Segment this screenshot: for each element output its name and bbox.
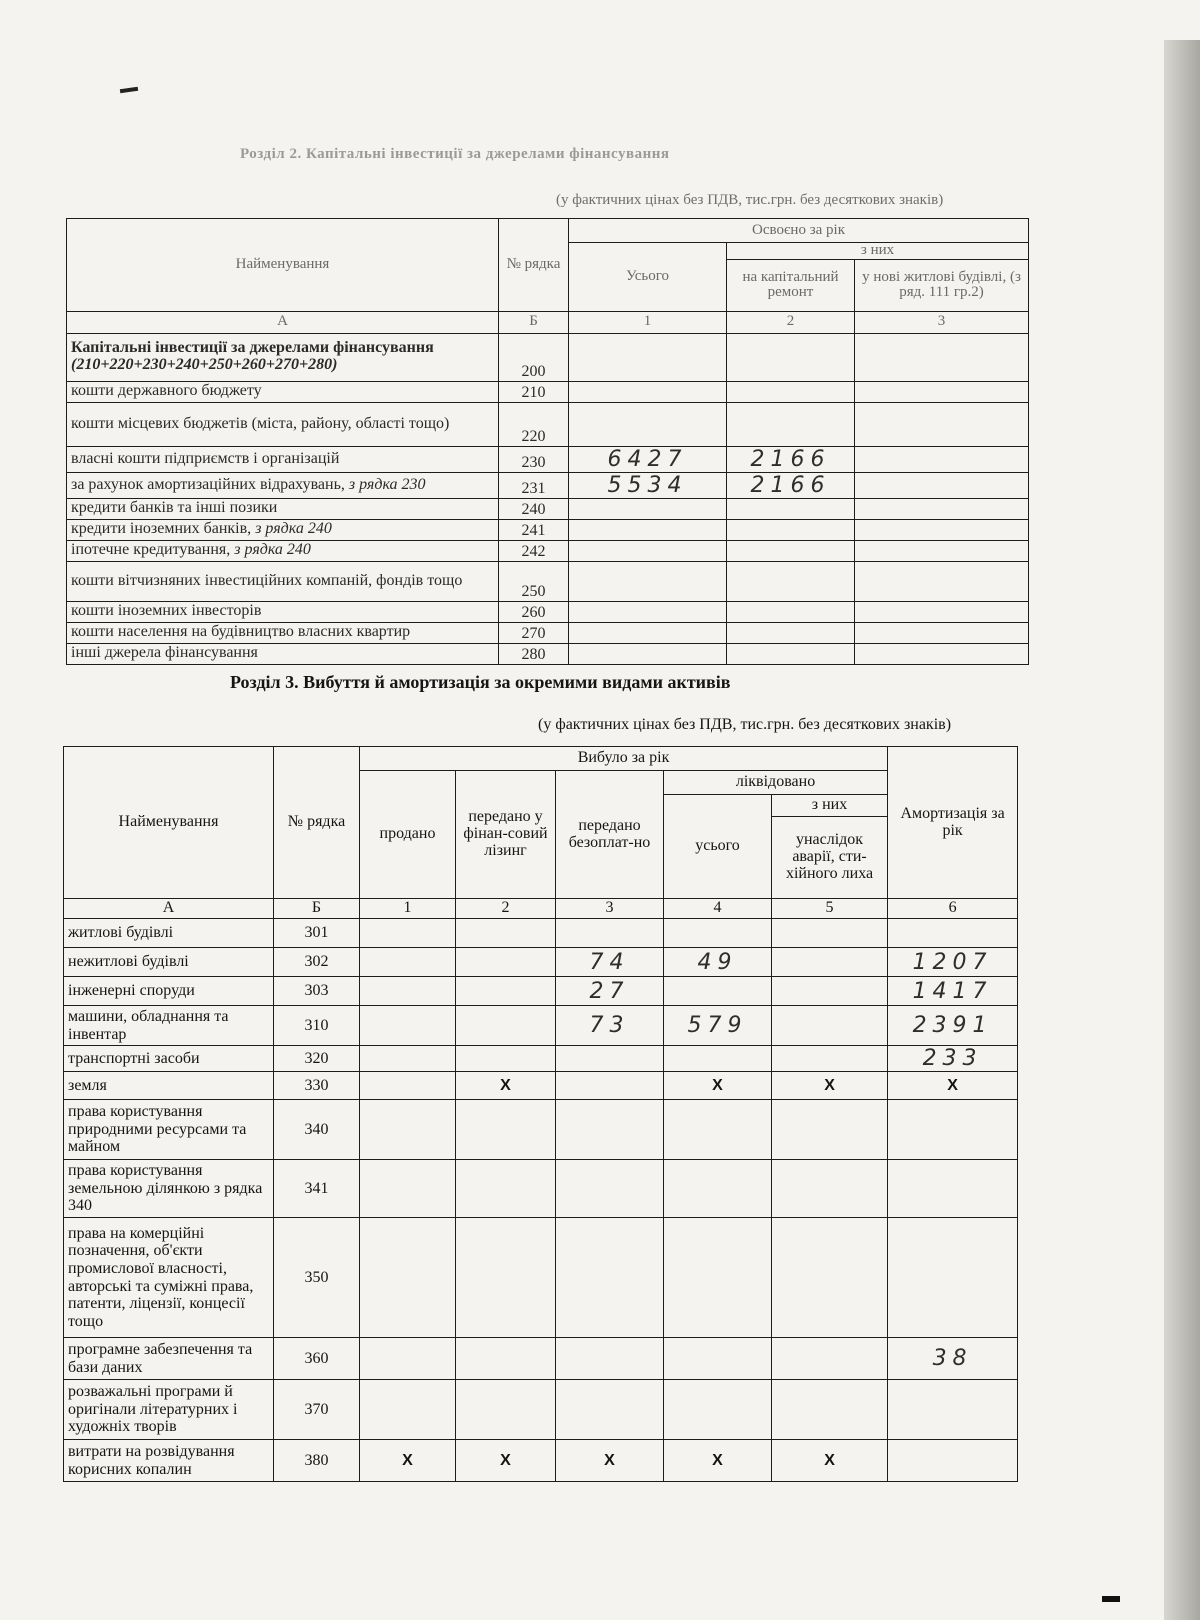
table-row xyxy=(67,622,1029,643)
value-free xyxy=(556,1072,664,1100)
row-name-cell xyxy=(67,472,499,498)
row-code: 250 xyxy=(499,561,569,601)
row-name: кошти населення на будівництво власних квартир xyxy=(71,623,411,641)
table-row xyxy=(64,1046,1018,1072)
value-leasing xyxy=(456,948,556,977)
row-name-cell xyxy=(67,643,499,664)
value-free xyxy=(556,1100,664,1160)
row-name-cell xyxy=(64,1072,274,1100)
row-name: власні кошти підприємств і організацій xyxy=(71,449,340,467)
value-total xyxy=(569,498,727,519)
row-reference: з рядка 240 xyxy=(234,541,311,559)
column-codes-row xyxy=(64,899,1018,919)
value-capital-repair xyxy=(727,498,855,519)
row-name: права користування природними ресурсами та майном xyxy=(68,1103,247,1156)
row-name-cell xyxy=(67,561,499,601)
value-total xyxy=(569,333,727,381)
value-total xyxy=(569,519,727,540)
table-row xyxy=(67,498,1029,519)
value-total xyxy=(569,622,727,643)
table-row xyxy=(67,402,1029,446)
header-name: Найменування xyxy=(67,219,499,312)
row-name-cell xyxy=(64,1338,274,1380)
value-accident: X xyxy=(772,1440,888,1482)
value-sold xyxy=(360,1160,456,1218)
row-reference: з рядка 240 xyxy=(255,520,332,538)
header-leasing: передано у фінан-совий лізинг xyxy=(456,771,556,899)
value-liq-total xyxy=(664,1218,772,1338)
value-free xyxy=(556,1218,664,1338)
value-sold xyxy=(360,948,456,977)
row-name-cell xyxy=(64,1006,274,1046)
value-sold xyxy=(360,1046,456,1072)
value-capital-repair xyxy=(727,622,855,643)
table-row xyxy=(64,1160,1018,1218)
value-total: 5534 xyxy=(569,472,727,498)
row-name-cell xyxy=(64,1160,274,1218)
value-total xyxy=(569,381,727,402)
value-residential xyxy=(855,540,1029,561)
value-depreciation: X xyxy=(888,1072,1018,1100)
row-name: Капітальні інвестиції за джерелами фінансування xyxy=(71,339,434,357)
row-code: 360 xyxy=(274,1338,360,1380)
value-sold: X xyxy=(360,1440,456,1482)
value-total: 6427 xyxy=(569,446,727,472)
value-capital-repair xyxy=(727,540,855,561)
row-name-cell xyxy=(67,333,499,381)
row-reference: з рядка 340 xyxy=(68,1179,263,1215)
row-code: 270 xyxy=(499,622,569,643)
value-residential xyxy=(855,622,1029,643)
table-row xyxy=(64,1440,1018,1482)
row-code: 210 xyxy=(499,381,569,402)
value-free xyxy=(556,919,664,948)
value-total xyxy=(569,402,727,446)
row-name: права на комерційні позначення, об'єкти промислової власності, авторські та суміжні права, патенти, ліцензії, концесії тощо xyxy=(68,1224,254,1330)
value-accident xyxy=(772,948,888,977)
value-depreciation xyxy=(888,1160,1018,1218)
header-name: Найменування xyxy=(64,747,274,899)
row-code: 303 xyxy=(274,977,360,1006)
value-liq-total xyxy=(664,1338,772,1380)
row-name: кредити банків та інші позики xyxy=(71,499,278,517)
value-residential xyxy=(855,498,1029,519)
value-depreciation xyxy=(888,1218,1018,1338)
value-leasing: X xyxy=(456,1072,556,1100)
header-disposed: Вибуло за рік xyxy=(360,747,888,771)
value-capital-repair xyxy=(727,402,855,446)
table-row xyxy=(67,561,1029,601)
value-liq-total xyxy=(664,1160,772,1218)
value-capital-repair xyxy=(727,561,855,601)
value-leasing xyxy=(456,1160,556,1218)
value-sold xyxy=(360,1338,456,1380)
table-row xyxy=(64,1380,1018,1440)
header-row-no: № рядка xyxy=(274,747,360,899)
row-code: 320 xyxy=(274,1046,360,1072)
value-leasing xyxy=(456,1100,556,1160)
header-mastered: Освоєно за рік xyxy=(569,219,1029,243)
row-code: 370 xyxy=(274,1380,360,1440)
value-sold xyxy=(360,977,456,1006)
value-accident xyxy=(772,919,888,948)
value-liq-total xyxy=(664,1100,772,1160)
column-codes-row xyxy=(67,311,1029,333)
value-accident xyxy=(772,1218,888,1338)
table-row xyxy=(64,1100,1018,1160)
column-code: Б xyxy=(274,899,360,919)
row-code: 330 xyxy=(274,1072,360,1100)
value-residential xyxy=(855,381,1029,402)
table-row xyxy=(64,948,1018,977)
value-free: 73 xyxy=(556,1006,664,1046)
value-depreciation xyxy=(888,1440,1018,1482)
value-free xyxy=(556,1046,664,1072)
value-residential xyxy=(855,561,1029,601)
row-code: 220 xyxy=(499,402,569,446)
value-accident xyxy=(772,1006,888,1046)
table-row xyxy=(64,1006,1018,1046)
header-of-which: з них xyxy=(772,795,888,817)
column-code: 5 xyxy=(772,899,888,919)
row-name-cell xyxy=(64,977,274,1006)
value-total xyxy=(569,601,727,622)
row-name: кошти державного бюджету xyxy=(71,382,262,400)
section2-units-note: (у фактичних цінах без ПДВ, тис.грн. без десяткових знаків) xyxy=(556,192,944,208)
table-row xyxy=(67,519,1029,540)
value-total xyxy=(569,643,727,664)
row-name-cell xyxy=(67,622,499,643)
value-depreciation xyxy=(888,1380,1018,1440)
row-code: 200 xyxy=(499,333,569,381)
table-row xyxy=(67,643,1029,664)
value-free xyxy=(556,1160,664,1218)
header-row-no: № рядка xyxy=(499,219,569,312)
value-capital-repair: 2166 xyxy=(727,446,855,472)
row-name-cell xyxy=(67,381,499,402)
table-row xyxy=(67,601,1029,622)
row-name-cell xyxy=(67,519,499,540)
value-residential xyxy=(855,601,1029,622)
row-reference: з рядка 230 xyxy=(348,475,426,493)
value-depreciation: 38 xyxy=(888,1338,1018,1380)
header-sold: продано xyxy=(360,771,456,899)
table-row xyxy=(64,1338,1018,1380)
row-code: 241 xyxy=(499,519,569,540)
row-code: 341 xyxy=(274,1160,360,1218)
value-sold xyxy=(360,1380,456,1440)
table-row xyxy=(67,472,1029,498)
row-code: 301 xyxy=(274,919,360,948)
row-name: кошти місцевих бюджетів (міста, району, області тощо) xyxy=(71,414,450,432)
value-accident xyxy=(772,1380,888,1440)
row-name-cell xyxy=(64,919,274,948)
value-free xyxy=(556,1380,664,1440)
row-name: права користування земельною ділянкою xyxy=(68,1162,210,1197)
row-name: кошти іноземних інвесторів xyxy=(71,602,262,620)
column-code: 1 xyxy=(569,311,727,333)
value-accident xyxy=(772,1100,888,1160)
row-name: інші джерела фінансування xyxy=(71,644,258,662)
value-sold xyxy=(360,1100,456,1160)
table-row xyxy=(67,381,1029,402)
value-depreciation xyxy=(888,1100,1018,1160)
table-row xyxy=(67,333,1029,381)
value-free: 27 xyxy=(556,977,664,1006)
scan-mark xyxy=(120,87,138,93)
scan-mark-bottom xyxy=(1102,1596,1120,1602)
row-code: 260 xyxy=(499,601,569,622)
row-code: 350 xyxy=(274,1218,360,1338)
row-name: інженерні споруди xyxy=(68,982,195,1000)
value-residential xyxy=(855,519,1029,540)
value-sold xyxy=(360,1006,456,1046)
value-leasing xyxy=(456,977,556,1006)
header-free-transfer: передано безоплат-но xyxy=(556,771,664,899)
row-formula: (210+220+230+240+250+260+270+280) xyxy=(71,356,338,374)
row-name: машини, обладнання та інвентар xyxy=(68,1007,229,1043)
header-accident: унаслідок аварії, сти-хійного лиха xyxy=(772,817,888,899)
value-liq-total: 49 xyxy=(664,948,772,977)
value-sold xyxy=(360,1072,456,1100)
section2-table xyxy=(66,218,1029,665)
row-name: за рахунок амортизаційних відрахувань, xyxy=(71,475,345,493)
table-row xyxy=(67,540,1029,561)
value-accident: X xyxy=(772,1072,888,1100)
row-name-cell xyxy=(67,498,499,519)
value-liq-total: 579 xyxy=(664,1006,772,1046)
value-capital-repair xyxy=(727,601,855,622)
header-of-which: з них xyxy=(727,243,1029,260)
row-name: кредити іноземних банків, xyxy=(71,520,252,538)
value-leasing xyxy=(456,1380,556,1440)
row-name-cell xyxy=(67,540,499,561)
row-code: 231 xyxy=(499,472,569,498)
row-code: 310 xyxy=(274,1006,360,1046)
column-code: 2 xyxy=(727,311,855,333)
row-name: земля xyxy=(68,1076,107,1094)
value-capital-repair xyxy=(727,519,855,540)
value-accident xyxy=(772,1046,888,1072)
value-liq-total: X xyxy=(664,1440,772,1482)
column-code: 2 xyxy=(456,899,556,919)
section3-title: Розділ 3. Вибуття й амортизація за окремими видами активів xyxy=(230,672,731,692)
value-sold xyxy=(360,919,456,948)
value-leasing xyxy=(456,1218,556,1338)
column-code: А xyxy=(64,899,274,919)
value-leasing xyxy=(456,1046,556,1072)
value-residential xyxy=(855,472,1029,498)
header-residential: у нові житлові будівлі, (з ряд. 111 гр.2) xyxy=(855,259,1029,311)
row-code: 240 xyxy=(499,498,569,519)
value-sold xyxy=(360,1218,456,1338)
row-code: 280 xyxy=(499,643,569,664)
row-name: іпотечне кредитування, xyxy=(71,541,231,559)
row-code: 302 xyxy=(274,948,360,977)
value-liq-total xyxy=(664,1380,772,1440)
header-liquidated-total: усього xyxy=(664,795,772,899)
value-accident xyxy=(772,977,888,1006)
column-code: 3 xyxy=(556,899,664,919)
row-name: витрати на розвідування корисних копалин xyxy=(68,1442,235,1478)
table-row xyxy=(67,446,1029,472)
value-leasing xyxy=(456,1006,556,1046)
value-liq-total xyxy=(664,1046,772,1072)
row-name-cell xyxy=(64,1218,274,1338)
row-name-cell xyxy=(64,1100,274,1160)
table-row xyxy=(64,919,1018,948)
value-accident xyxy=(772,1338,888,1380)
value-free: X xyxy=(556,1440,664,1482)
value-liq-total xyxy=(664,977,772,1006)
row-name-cell xyxy=(64,948,274,977)
value-depreciation xyxy=(888,919,1018,948)
value-leasing xyxy=(456,919,556,948)
column-code: Б xyxy=(499,311,569,333)
row-code: 230 xyxy=(499,446,569,472)
value-capital-repair xyxy=(727,381,855,402)
column-code: 3 xyxy=(855,311,1029,333)
column-code: 4 xyxy=(664,899,772,919)
value-depreciation: 1417 xyxy=(888,977,1018,1006)
row-code: 340 xyxy=(274,1100,360,1160)
table-row xyxy=(64,1072,1018,1100)
value-liq-total xyxy=(664,919,772,948)
value-depreciation: 233 xyxy=(888,1046,1018,1072)
row-name-cell xyxy=(64,1046,274,1072)
row-name-cell xyxy=(64,1380,274,1440)
value-leasing xyxy=(456,1338,556,1380)
column-code: 1 xyxy=(360,899,456,919)
table-row xyxy=(64,977,1018,1006)
value-capital-repair xyxy=(727,643,855,664)
header-depreciation: Амортизація за рік xyxy=(888,747,1018,899)
row-name-cell xyxy=(67,601,499,622)
row-name: житлові будівлі xyxy=(68,924,174,942)
value-residential xyxy=(855,446,1029,472)
value-capital-repair xyxy=(727,333,855,381)
row-code: 380 xyxy=(274,1440,360,1482)
value-accident xyxy=(772,1160,888,1218)
value-free: 74 xyxy=(556,948,664,977)
value-capital-repair: 2166 xyxy=(727,472,855,498)
row-name: програмне забезпечення та бази даних xyxy=(68,1340,253,1376)
value-depreciation: 2391 xyxy=(888,1006,1018,1046)
header-liquidated: ліквідовано xyxy=(664,771,888,795)
row-name: транспортні засоби xyxy=(68,1049,200,1067)
value-residential xyxy=(855,402,1029,446)
value-depreciation: 1207 xyxy=(888,948,1018,977)
section3-table xyxy=(63,746,1018,1482)
header-total: Усього xyxy=(569,243,727,312)
row-name-cell xyxy=(67,402,499,446)
row-name-cell xyxy=(64,1440,274,1482)
section3-units-note: (у фактичних цінах без ПДВ, тис.грн. без десяткових знаків) xyxy=(538,716,952,733)
row-name: нежитлові будівлі xyxy=(68,953,189,971)
header-capital-repair: на капітальний ремонт xyxy=(727,259,855,311)
value-leasing: X xyxy=(456,1440,556,1482)
value-total xyxy=(569,561,727,601)
row-name-cell xyxy=(67,446,499,472)
value-residential xyxy=(855,333,1029,381)
value-free xyxy=(556,1338,664,1380)
scan-page-edge xyxy=(1164,40,1200,1620)
value-residential xyxy=(855,643,1029,664)
value-total xyxy=(569,540,727,561)
value-liq-total: X xyxy=(664,1072,772,1100)
column-code: А xyxy=(67,311,499,333)
row-code: 242 xyxy=(499,540,569,561)
row-name: розважальні програми й оригінали літературних і художніх творів xyxy=(68,1383,238,1436)
column-code: 6 xyxy=(888,899,1018,919)
row-name: кошти вітчизняних інвестиційних компаній, фондів тощо xyxy=(71,571,463,589)
section2-title: Розділ 2. Капітальні інвестиції за джерелами фінансування xyxy=(240,146,670,162)
table-row xyxy=(64,1218,1018,1338)
